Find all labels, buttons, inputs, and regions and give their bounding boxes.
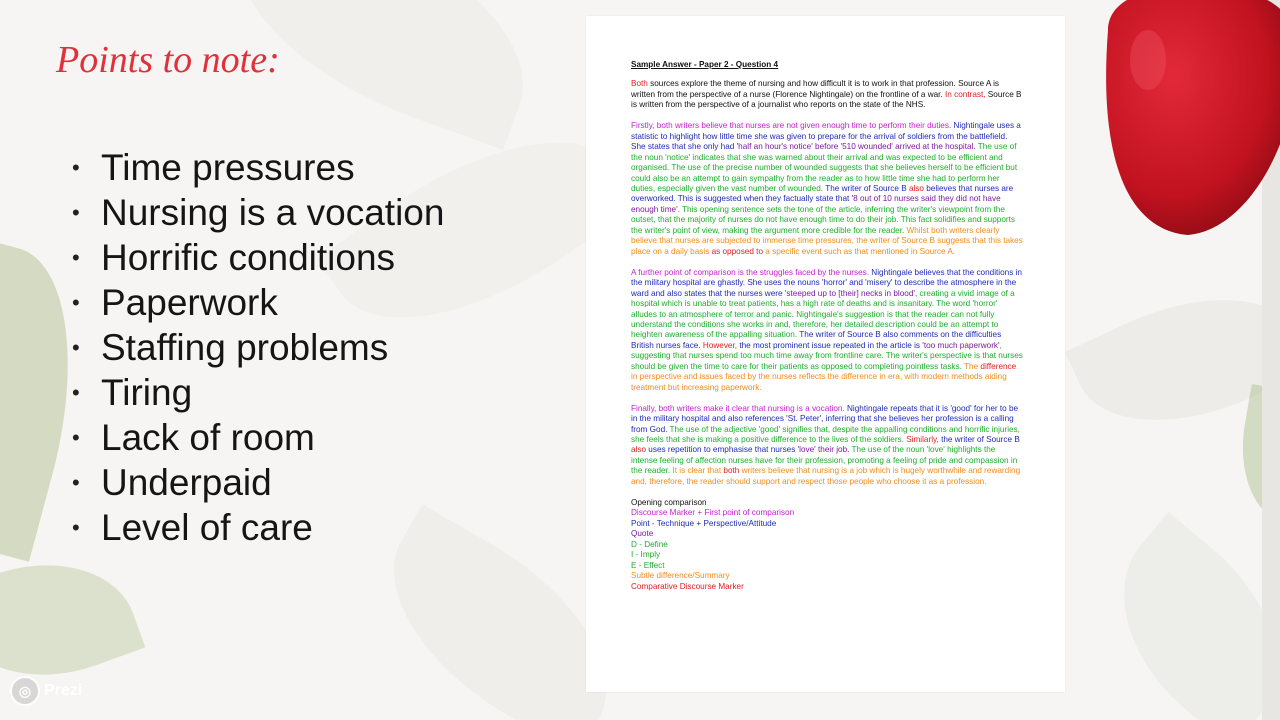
prezi-label: Prezi [44,682,83,699]
document-paragraph [631,79,1023,110]
slide-heading: Points to note: [56,39,280,81]
point-item: • Underpaid [72,460,444,505]
colour-key [631,498,1023,593]
text-segment: 'half an hour's notice' before '510 wounded' arrived at the hospital. [736,142,976,152]
text-segment: a specific event such as that mentioned in Source A. [763,246,956,256]
text-segment: It is clear that [670,466,724,476]
document-paragraph [631,121,1023,257]
text-segment: sources explore the theme of nursing and how difficult it is to work in that profession. Source A is written from the perspective of a nurse (Florence Nightingale) on the frontline of a war. [631,79,1000,99]
legend-item: Point - Technique + Perspective/Attitude [631,518,777,528]
text-segment: The [961,361,981,371]
document-paragraph [631,268,1023,393]
text-segment: Firstly, both writers believe that nurses are not given enough time to perform their duties. [631,121,954,131]
text-segment: both [723,466,740,476]
text-segment: Source B is written from the perspective of a journalist who reports on the state of the NHS. [631,89,1022,110]
text-segment: Finally, both writers make it clear that nursing is a vocation. [631,403,845,413]
point-item: • Lack of room [72,415,444,460]
text-segment: , creating a vivid image of a hospital which is unable to treat patients, has a high rate of deaths and is insanitary. The word 'horror' alludes to an atmosphere of terror and panic. Nightingale's suggestion is that the reader can not fully understand the conditions she works in and, therefore, her detailed description could be an attempt to heighten awareness of the appalling situation. [631,288,1015,340]
text-segment: difference [980,361,1017,371]
text-segment: The use of the adjective 'good' signifies that, despite the appalling conditions and horrific injuries, she feels that she is making a positive difference to the lives of the soldiers. [631,424,1020,444]
legend-item: I - Imply [631,550,661,560]
legend-item: Subtle difference/Summary [631,571,730,581]
point-item: • Paperwork [72,280,444,325]
prezi-badge[interactable] [10,676,82,706]
text-segment: The use of the noun 'love' highlights the intense feeling of affection nurses have for their profession, promoting a feeling of pride and compassion in the reader. [631,445,1018,476]
text-segment: as opposed to [711,246,764,256]
text-segment: 'love' their job. [797,445,850,455]
point-item: • Horrific conditions [72,235,444,280]
text-segment: Nightingale repeats that it is 'good' for her to be in the military hospital and also references 'St. Peter', inferring that she believes her profession is a calling from God. [631,403,1019,434]
text-segment: Similarly, [903,435,939,444]
text-segment: The writer of Source B [823,184,909,194]
text-segment: A further point of comparison is the struggles faced by the nurses. [631,267,870,277]
text-segment: the writer of Source B [938,435,1020,444]
legend-item: D - Define [631,539,668,549]
sample-answer-document [631,60,1023,592]
text-segment: 'steeped up to [their] necks in blood' [784,288,915,298]
text-segment: uses repetition to emphasise that nurses [646,445,798,455]
points-list [72,145,444,550]
legend-item: E - Effect [631,560,665,570]
text-segment: writers believe that nursing is a job which is hugely worthwhile and rewarding and, therefore, the reader should support and respect those people who choose it as a profession. [631,466,1021,486]
point-item: • Time pressures [72,145,444,190]
text-segment: also [908,184,924,194]
legend-item: Discourse Marker + First point of comparison [631,508,795,518]
document-paragraph [631,404,1023,488]
text-segment: However, [702,340,738,350]
point-item: • Staffing problems [72,325,444,370]
legend-item: Opening comparison [631,497,707,507]
point-item: • Nursing is a vocation [72,190,444,235]
text-segment: '8 out of 10 nurses said they did not have enough time'. [631,194,1001,214]
prezi-logo-icon: ◎ [10,676,40,706]
text-segment: In contrast, [945,89,986,99]
text-segment: Both [631,79,648,89]
text-segment: in perspective and issues faced by the nurses reflects the difference in era, with modern methods aiding treatment but increasing paperwork. [631,372,1007,392]
text-segment: Whilst both writers clearly believe that nurses are subjected to immense time pressures, the writer of Source B suggests that this takes place on a daily basis [631,225,1023,256]
legend-item: Quote [631,529,654,539]
text-segment: Nightingale believes that the conditions in the military hospital are ghastly. She uses the nouns 'horror' and 'misery' to describe the atmosphere in the ward and also states that the nurses were [631,267,1022,298]
text-segment: also [631,445,647,455]
point-item: • Level of care [72,505,444,550]
text-segment: the most prominent issue repeated in the article is [737,340,923,350]
text-segment: believes that nurses are overworked. This is suggested when they factually state that [631,184,1014,204]
legend-item: Comparative Discourse Marker [631,581,744,591]
text-segment: The use of the noun 'notice' indicates that she was warned about their arrival and was expected to be efficient and organised. The use of the precise number of wounded suggests that she believes herself to be efficient but could also be an attempt to gain sympathy from the reader as to how little time she had to perform her duties, especially given the vast number of wounded. [631,142,1018,194]
document-title: Sample Answer - Paper 2 - Question 4 [631,60,779,69]
leaf-decoration [1078,512,1280,720]
text-segment: The writer of Source B also comments on the difficulties British nurses face. [631,330,1002,350]
text-segment: 'too much paperwork' [922,340,1000,350]
apple-illustration [1088,0,1280,240]
text-segment: This opening sentence sets the tone of the article, inferring the writer's viewpoint from the outset, that the majority of nurses do not have enough time to do their job. This fact solidifies and supports the writer's point of view, making the argument more credible for the reader. [631,204,1015,235]
point-item: • Tiring [72,370,444,415]
text-segment: , suggesting that nurses spend too much time away from frontline care. The writer's perspective is that nurses should be given the time to care for their patients as opposed to completing pointless tasks. [631,340,1023,371]
text-segment: Nightingale uses a statistic to highlight how little time she was given to prepare for the arrival of soldiers from the battlefield. She states that she only had [631,121,1021,152]
